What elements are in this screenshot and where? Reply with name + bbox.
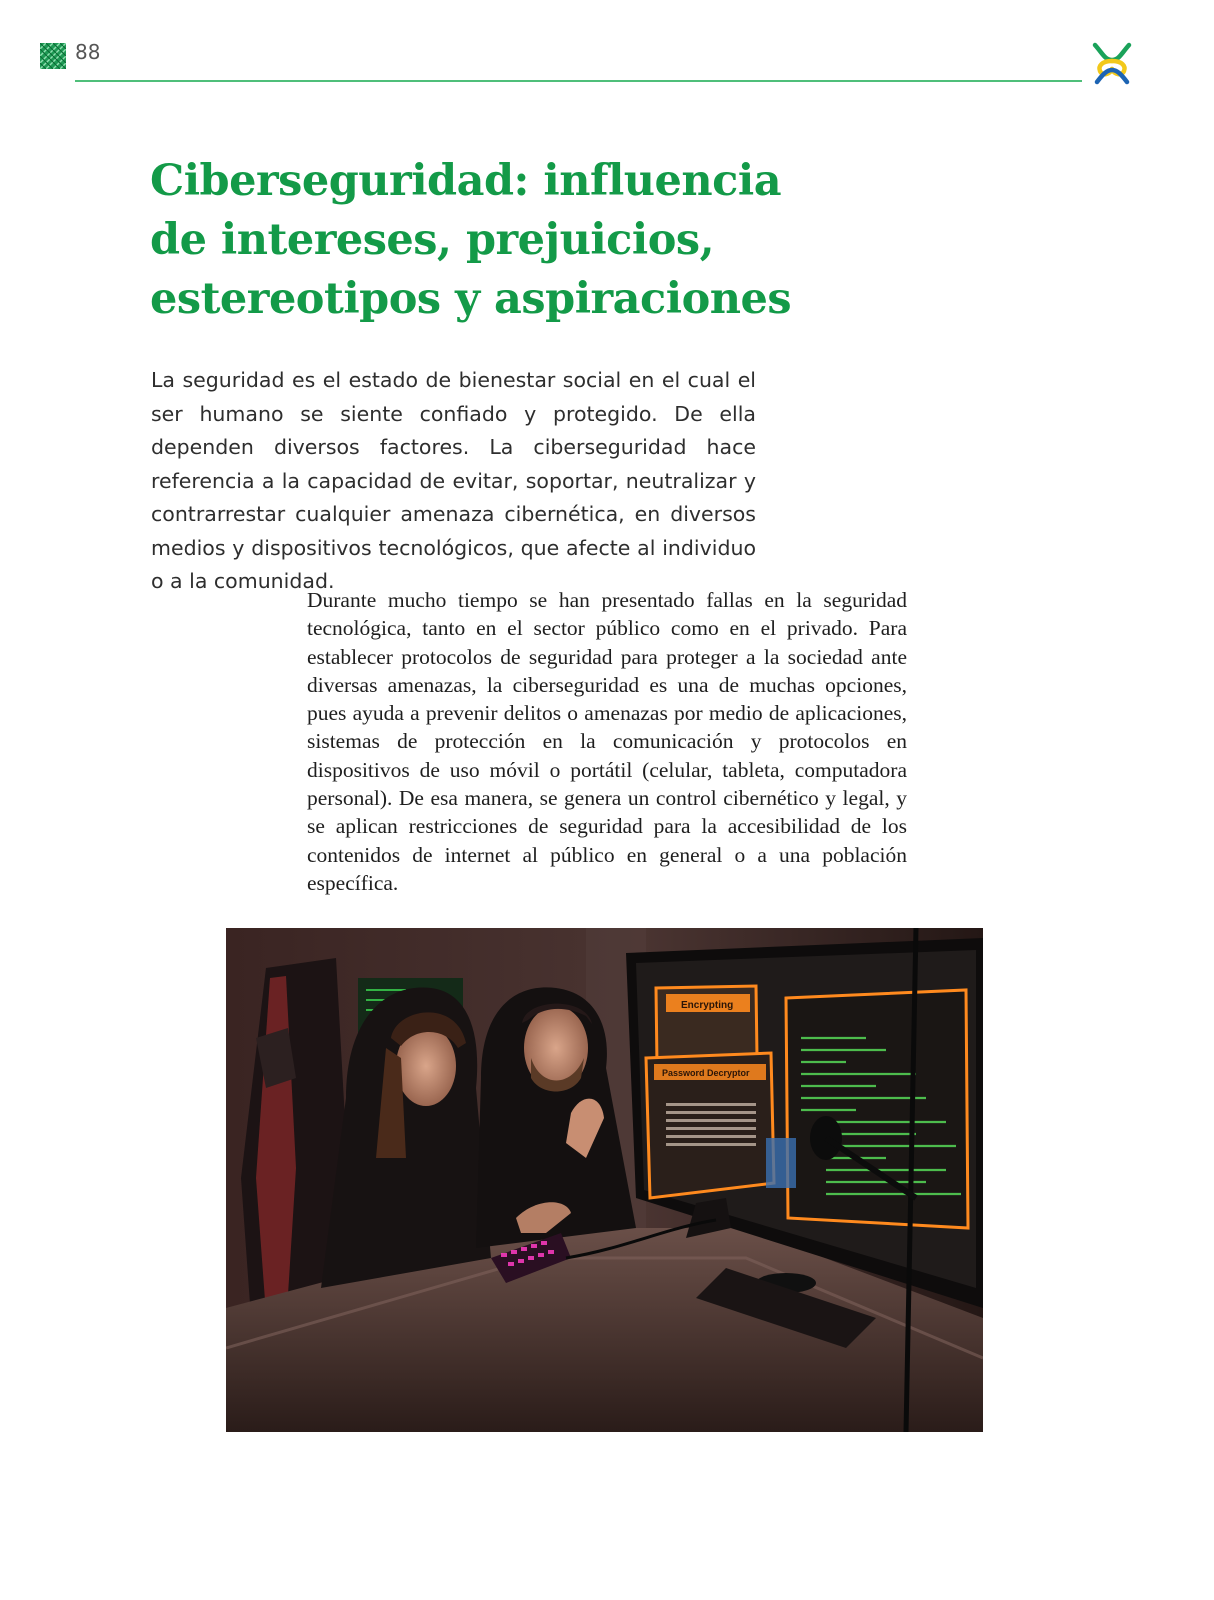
encrypting-label: Encrypting (681, 1000, 734, 1011)
brand-logo-icon (1089, 40, 1135, 86)
page-title: Ciberseguridad: influencia de intereses, prejuicios, estereotipos y aspiraciones (150, 156, 792, 324)
hackers-photo (226, 928, 983, 1432)
pattern-square-icon (40, 43, 66, 69)
page-header (0, 0, 1214, 100)
intro-paragraph: La seguridad es el estado de bienestar social en el cual el ser humano se siente confiado y protegido. De ella dependen diversos factores. La ciberseguridad hace referencia a la capacidad de evitar, soportar, neutralizar y contrarrestar cualquier amenaza cibernética, en diversos medios y dispositivos tecnológicos, que afecte al individuo o a la comunidad. (151, 368, 756, 593)
header-rule (75, 80, 1082, 82)
password-decryptor-label: Password Decryptor (662, 1068, 750, 1078)
body-paragraph: Durante mucho tiempo se han presentado fallas en la seguridad tecnológica, tanto en el sector público como en el privado. Para establecer protocolos de seguridad para proteger a la sociedad ante diversas amenazas, la ciberseguridad es una de muchas opciones, pues ayuda a prevenir delitos o amenazas por medio de aplicaciones, sistemas de protección en la comunicación y protocolos en dispositivos de uso móvil o portátil (celular, tableta, computadora personal). De esa manera, se genera un control cibernético y legal, y se aplican restricciones de seguridad para la accesibilidad de los contenidos de internet al público en general o a una población específica. (307, 588, 907, 895)
page-number: 88 (75, 40, 101, 64)
